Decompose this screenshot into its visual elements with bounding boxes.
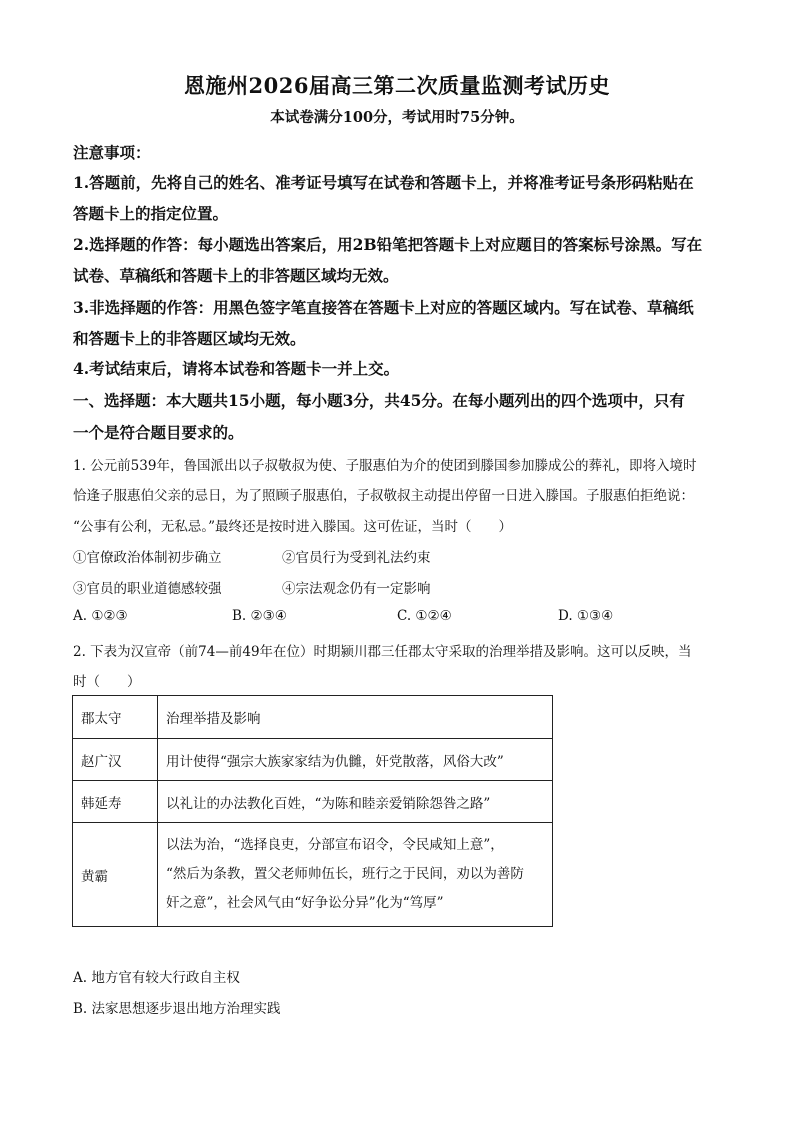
notice-line: 3.非选择题的作答：用黑色签字笔直接答在答题卡上对应的答题区域内。写在试卷、草稿纸 — [73, 298, 694, 317]
section-heading: 一、选择题：本大题共15小题，每小题3分，共45分。在每小题列出的四个选项中，只有 — [73, 391, 685, 410]
table-row — [73, 739, 553, 781]
table-row — [73, 823, 553, 927]
notice-line: 2.选择题的作答：每小题选出答案后，用2B铅笔把答题卡上对应题目的答案标号涂黑。写在 — [73, 235, 703, 254]
q1-statement: ④宗法观念仍有一定影响 — [282, 581, 431, 597]
table-header-cell: 治理举措及影响 — [158, 696, 553, 739]
q1-statement: ③官员的职业道德感较强 — [73, 581, 222, 597]
table-cell-line: “然后为条教，置父老师帅伍长，班行之于民间，劝以为善防 — [166, 866, 524, 882]
section-heading: 一个是符合题目要求的。 — [73, 423, 244, 442]
table-cell-line: 以法为治，“选择良吏，分部宣布诏令，令民咸知上意”， — [166, 837, 504, 853]
notice-line: 试卷、草稿纸和答题卡上的非答题区域均无效。 — [73, 266, 399, 285]
q1-statement: ②官员行为受到礼法约束 — [282, 550, 431, 566]
q2-option-a[interactable]: A. 地方官有较大行政自主权 — [73, 970, 240, 986]
notice-line: 4.考试结束后，请将本试卷和答题卡一并上交。 — [73, 359, 400, 378]
table-cell-line: 奸之意”，社会风气由“好争讼分异”化为“笃厚” — [166, 895, 444, 911]
q1-stem-line: “公事有公利，无私忌。”最终还是按时进入滕国。这可佐证，当时（ ） — [73, 519, 513, 535]
table-header-cell: 郡太守 — [73, 696, 158, 739]
table-cell-name: 韩延寿 — [73, 781, 158, 823]
notice-line: 答题卡上的指定位置。 — [73, 204, 229, 223]
q1-statement: ①官僚政治体制初步确立 — [73, 550, 222, 566]
q2-table — [72, 695, 553, 927]
q1-stem-line: 恰逢子服惠伯父亲的忌日，为了照顾子服惠伯，子叔敬叔主动提出停留一日进入滕国。子服惠伯拒绝说： — [73, 488, 694, 504]
q1-option-c[interactable]: C. ①②④ — [397, 608, 452, 624]
table-cell-name: 赵广汉 — [73, 739, 158, 781]
q1-option-a[interactable]: A. ①②③ — [73, 608, 128, 624]
table-cell-name: 黄霸 — [73, 823, 158, 927]
notice-heading: 注意事项： — [73, 143, 151, 162]
q2-stem-line: 时（ ） — [73, 674, 141, 690]
notice-line: 和答题卡上的非答题区域均无效。 — [73, 329, 306, 348]
exam-title: 恩施州2026届高三第二次质量监测考试历史 — [184, 73, 610, 98]
q1-option-b[interactable]: B. ②③④ — [232, 608, 287, 624]
table-cell-text: 用计使得“强宗大族家家结为仇雠，奸党散落，风俗大改” — [158, 739, 553, 781]
q1-option-d[interactable]: D. ①③④ — [558, 608, 614, 624]
table-header-row — [73, 696, 553, 739]
q1-stem-line: 1. 公元前539年，鲁国派出以子叔敬叔为使、子服惠伯为介的使团到滕国参加滕成公的葬礼，即将入境时 — [73, 458, 697, 474]
exam-subtitle: 本试卷满分100分，考试用时75分钟。 — [270, 109, 524, 126]
table-cell-text — [158, 823, 553, 927]
table-row — [73, 781, 553, 823]
notice-line: 1.答题前，先将自己的姓名、准考证号填写在试卷和答题卡上，并将准考证号条形码粘贴在 — [73, 173, 694, 192]
q2-stem-line: 2. 下表为汉宣帝（前74—前49年在位）时期颍川郡三任郡太守采取的治理举措及影响。这可以反映，当 — [73, 644, 692, 660]
table-cell-text: 以礼让的办法教化百姓，“为陈和睦亲爱销除怨咎之路” — [158, 781, 553, 823]
q2-option-b[interactable]: B. 法家思想逐步退出地方治理实践 — [73, 1001, 281, 1017]
